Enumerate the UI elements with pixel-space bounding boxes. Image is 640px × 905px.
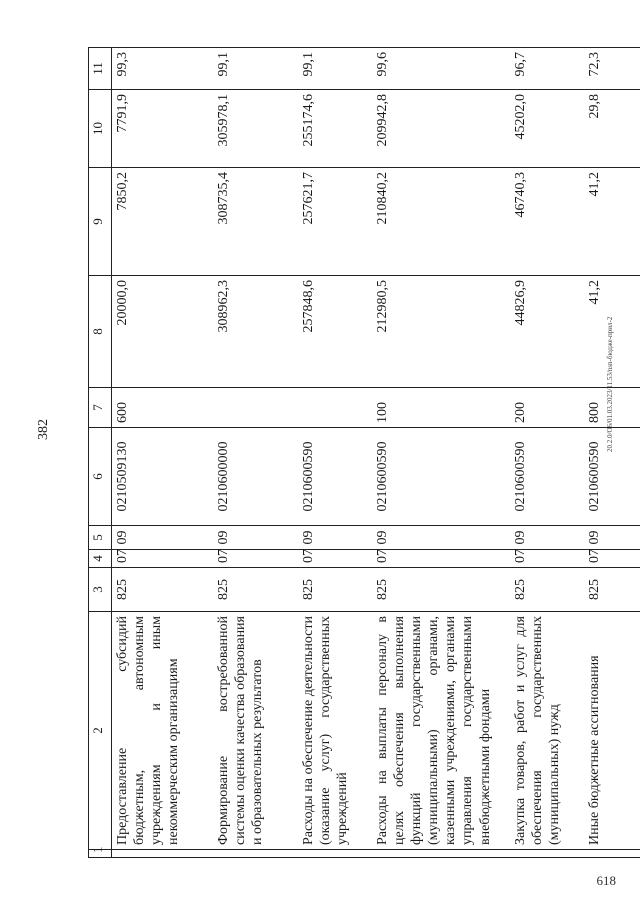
percent-col11: 96,7	[510, 48, 584, 90]
value-col9: 7850,2	[112, 168, 214, 276]
expense-description: Расходы на выплаты персоналу в целях обеспечения выполнения функций государственными (муниципальными) органами, казенными учреждениями, органами управления государственными внебюджетными фондами	[372, 612, 510, 850]
table-cell	[213, 850, 298, 858]
table-cell	[510, 850, 584, 858]
expense-description: Иные бюджетные ассигнования	[584, 612, 640, 850]
target-article-code: 0210600590	[372, 428, 510, 526]
value-col8: 44826,9	[510, 276, 584, 388]
table-cell	[112, 850, 214, 858]
section-code: 07	[213, 550, 298, 568]
subsection-code: 09	[372, 526, 510, 550]
table-row	[213, 48, 298, 858]
ministry-code: 825	[112, 568, 214, 612]
target-article-code: 0210600590	[584, 428, 640, 526]
expense-description: Расходы на обеспечение деятельности (оказание услуг) государственных учреждений	[298, 612, 372, 850]
document-stamp: 20.2.0/O6/01.03.2023/11.53/nsn-бюдже-прил-2	[606, 316, 614, 452]
table-row	[372, 48, 510, 858]
value-col9: 257621,7	[298, 168, 372, 276]
section-code: 07	[584, 550, 640, 568]
column-header: 10	[89, 90, 112, 168]
table-header-row	[89, 48, 112, 858]
ministry-code: 825	[298, 568, 372, 612]
expense-type-code: 100	[372, 388, 510, 428]
expense-type-code: 600	[112, 388, 214, 428]
value-col10: 255174,6	[298, 90, 372, 168]
table-cell	[372, 850, 510, 858]
value-col10: 7791,9	[112, 90, 214, 168]
expense-type-code: 200	[510, 388, 584, 428]
value-col10: 305978,1	[213, 90, 298, 168]
column-header: 1	[89, 850, 112, 858]
value-col8: 257848,6	[298, 276, 372, 388]
table-cell	[298, 850, 372, 858]
section-code: 07	[510, 550, 584, 568]
expense-type-code	[298, 388, 372, 428]
subsection-code: 09	[510, 526, 584, 550]
column-header: 7	[89, 388, 112, 428]
target-article-code: 0210600590	[510, 428, 584, 526]
column-header: 6	[89, 428, 112, 526]
page-number-top: 382	[36, 419, 51, 440]
value-col8: 308962,3	[213, 276, 298, 388]
expense-description: Формирование востребованной системы оценки качества образования и образовательных результатов	[213, 612, 298, 850]
ministry-code: 825	[584, 568, 640, 612]
table-row	[510, 48, 584, 858]
column-header: 3	[89, 568, 112, 612]
target-article-code: 0210600590	[298, 428, 372, 526]
ministry-code: 825	[510, 568, 584, 612]
column-header: 5	[89, 526, 112, 550]
value-col10: 209942,8	[372, 90, 510, 168]
column-header: 9	[89, 168, 112, 276]
table-row	[584, 48, 640, 858]
column-header: 8	[89, 276, 112, 388]
table-row	[298, 48, 372, 858]
value-col9: 308735,4	[213, 168, 298, 276]
column-header: 11	[89, 48, 112, 90]
value-col8: 212980,5	[372, 276, 510, 388]
value-col9: 41,2	[584, 168, 640, 276]
expense-description: Закупка товаров, работ и услуг для обеспечения государственных (муниципальных) нужд	[510, 612, 584, 850]
value-col8: 41,2	[584, 276, 640, 388]
value-col10: 45202,0	[510, 90, 584, 168]
subsection-code: 09	[584, 526, 640, 550]
table-row	[112, 48, 214, 858]
expense-type-code	[213, 388, 298, 428]
ministry-code: 825	[372, 568, 510, 612]
subsection-code: 09	[213, 526, 298, 550]
table-cell	[584, 850, 640, 858]
percent-col11: 99,3	[112, 48, 214, 90]
subsection-code: 09	[298, 526, 372, 550]
column-header: 2	[89, 612, 112, 850]
percent-col11: 99,6	[372, 48, 510, 90]
section-code: 07	[372, 550, 510, 568]
target-article-code: 0210600000	[213, 428, 298, 526]
value-col9: 46740,3	[510, 168, 584, 276]
percent-col11: 99,1	[298, 48, 372, 90]
budget-table-container	[88, 48, 640, 858]
column-header: 4	[89, 550, 112, 568]
value-col9: 210840,2	[372, 168, 510, 276]
target-article-code: 0210509130	[112, 428, 214, 526]
expense-description: Предоставление субсидий бюджетным, автономным учреждениям и иным некоммерческим организациям	[112, 612, 214, 850]
percent-col11: 72,3	[584, 48, 640, 90]
percent-col11: 99,1	[213, 48, 298, 90]
expense-type-code: 800	[584, 388, 640, 428]
value-col8: 20000,0	[112, 276, 214, 388]
ministry-code: 825	[213, 568, 298, 612]
subsection-code: 09	[112, 526, 214, 550]
section-code: 07	[298, 550, 372, 568]
value-col10: 29,8	[584, 90, 640, 168]
budget-table	[88, 47, 640, 858]
page-number-bottom: 618	[596, 873, 616, 888]
section-code: 07	[112, 550, 214, 568]
